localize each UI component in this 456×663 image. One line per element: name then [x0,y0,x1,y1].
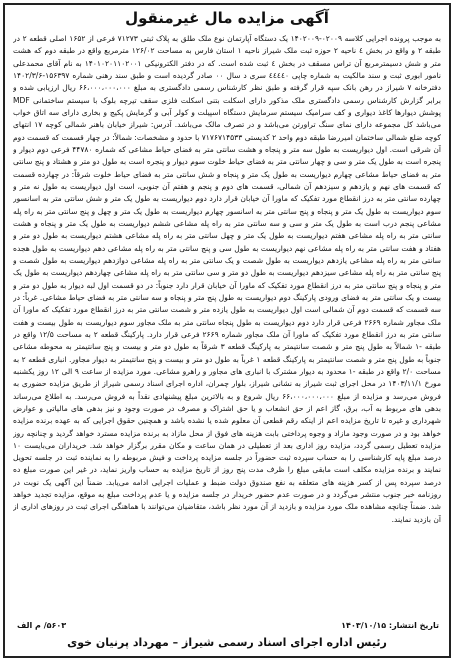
notice-body: به موجب پرونده اجرایی کلاسه ۰۲۰۰۹-۱۴۰۲۰۰۹ یک دستگاه آپارتمان نوع ملک طلق به پلاک ثبتی ۷۱۲۷۳ فرعی از ۱۶۵۲ اصلی قطعه ۲ در طبقه ۲ و واقع در بخش ٤ ناحیه ۲ حوزه ثبت ملک شیراز ناحیه ۱ استان فارس به مساحت ۱۲۶/۰۲ مترمربع واقع در طبقه دوم که هشت متر و شش دسیمترمربع آن تراس مسقف در بخش ٤ ثبت شده است. که در دفتر الکترونیکی ۱۴۰۱۰۲۰۱۱۰۲۰۰۱ به نام آقای محمدعلی نامور ابوری ثبت و سند مالکیت به شماره چاپی ٤٤٤٤۰ سری د سال ۰۰ صادر گردیده است و طبق سند رهنی شماره ۱۵۶۳۹۷-۱۴۰۲/۳/۶ دفترخانه ۷ شیراز در رهن بانک سپه قرار گرفته و طبق نظر کارشناس رسمی دادگستری به مبلغ ۶۶،۰۰۰،۰۰۰،۰۰۰ ریال ارزیابی شده و برابر گزارش کارشناس رسمی دادگستری ملک مذکور دارای اسکلت بتنی اسکلت فلزی سقف تیرچه بلوک با سیستم ساختمانی MDF پوشش دیوارها کاغذ دیواری و کف سرامیک سیستم سرمایش دستگاه اسپیلت و کولر آبی و گرمایش پکیج و بخاری دارای سه اتاق خواب می‌باشد کل مجموعه دارای نمای سنگ تراورتن می‌باشد و در تصرف مالک می‌باشد. آدرس: شیراز خیابان باهنر شمالی کوچه ۱۷ انتهای کوچه ضلع شمالی ساختمان امیررضا طبقه دوم واحد ۲ کدپستی ۷۱۷۶۷۱۴۵۳۳ با حدود و مشخصات: شمالاً: در چهار قسمت که قسمت دوم آن شرقی است. اول دیواریست به طول سه متر و پنجاه و هشت سانتی متر به فضای حیاط مشاعی که شماره ۴۴۷۸۰ فرعی دوم دیوار و پنجره است به طول یک متر و سی و چهار سانتی متر به فضای حیاط خلوت سوم دیوار و پنجره است به طول دو متر و هشتاد و پنج سانتی متر به فضای حیاط مشاعی چهارم دیواریست به طول یک متر و پنجاه و شش سانتی متر به فضای حیاط خلوت شرقاً: در چهارده قسمت که قسمت های نهم و یازدهم و سیزدهم آن شمالی، قسمت های دوم و پنجم و هفتم آن جنوبی، است اول دیواریست به طول نه متر و چهارده سانتی متر به درز انقطاع مورد تفکیک که ماورا آن خیابان قرار دارد دوم دیواریست به طول یک متر و شش سانتی متر به اسانسور سوم دیواریست به طول یک متر و پنجاه و پنج سانتی متر به اسانسور چهارم دیواریست به طول یک متر و چهل و پنج سانتی متر به راه پله مشاعی پنجم درب است به طول یک متر و سی و سه سانتی متر به راه پله مشاعی ششم دیواریست به طول یک متر و پنجاه و هشت سانتی متر به راه پله مشاعی هفتم دیواریست به طول یک متر و چهل سانتی متر به راه پله مشاعی هشتم دیواریست به طول دو متر و هفتاد و هفت سانتی متر به راه پله مشاعی نهم دیواریست به طول سی و پنج سانتی متر به راه پله مشاعی دهم دیواریست به طول هجده سانتی متر به راه پله مشاعی یازدهم دیواریست به طول شصت و یک سانتی متر به راه پله مشاعی دوازدهم دیواریست به طول شصت و پنج سانتی متر به راه پله مشاعی سیزدهم دیواریست به طول دو متر و سی سانتی متر به راه پله مشاعی چهاردهم دیواریست به طول یک متر و پنجاه و پنج سانتی متر به درز انقطاع مورد تفکیک که ماورا آن خیابان قرار دارد جنوباً: در دو قسمت اول لبه دیوار به طول دو متر و بیست و یک سانتی متر به فضای ورودی پارکینگ دوم دیواریست به طول پنج متر و پنجاه و سه سانتی متر به فضای حیاط مشاعی. غرباً: در سه قسمت که قسمت دوم آن شمالی است اول دیواریست به طول یازده متر و شصت سانتی متر به درز انقطاع مورد تفکیک که ماورا آن ملک مجاور شماره ۲۶۶۹ فرعی قرار دارد دوم دیواریست به طول پنجاه سانتی متر به ملک مجاور سوم دیواریست به طول بیست و هفت سانتی متر به درز انقطاع مورد تفکیک که ماورا آن ملک مجاور شماره ۲۶۶۹ فرعی قرار دارد. پارکینگ قطعه ۲ به مساحت ۱۲/۵ واقع در طبقه -۱ شمالاً به طول پنج متر و شصت سانتیمتر به پارکینگ قطعه ۳ شرقاً به طول دو متر و بیست و پنج سانتیمتر به محوطه مشاعی جنوباً به طول پنج متر و شصت سانتیمتر به پارکینگ قطعه ۱ غرباً به طول دو متر و بیست و پنج سانتیمتر به دیوار مجاور. انباری قطعه ۲ به مساحت ۲/۰ واقع در طبقه -۱ محدود به دیوار مشترک با انباری های مجاور و راهرو مشاعی. مورد مزایده از ساعت ۹ الی ۱۲ روز یکشنبه مورخ ۱۴۰۳/۱۱/۱ در محل اجرای ثبت شیراز به نشانی شیراز، بلوار چمران، اداره اجرای اسناد رسمی شیراز از طریق مزایده حضوری به فروش می‌رسد و مزایده از مبلغ ۶۶،۰۰۰،۰۰۰،۰۰۰ ریال شروع و به بالاترین مبلغ پیشنهادی نقداً به فروش می‌رسد. به اطلاع می‌رساند بدهی های مربوط به آب، برق، گاز اعم از حق انشعاب و یا حق اشتراک و مصرف در صورت وجود و نیز بدهی های مالیاتی و عوارض شهرداری و غیره تا تاریخ مزایده اعم از اینکه رقم قطعی آن معلوم شده یا نشده باشد و همچنین حقوق اجرایی که به عهده برنده مزایده خواهد بود و در صورت وجود مازاد و وجوه پرداختی بابت هزینه های فوق از محل مازاد به برنده مزایده مسترد خواهد گردید و چنانچه روز مزایده تعطیل رسمی گردد، مزایده روز اداری بعد از تعطیلی در همان ساعت و مکان مقرر برگزار خواهد شد. خریداران می‌بایست ۱۰ درصد مبلغ پایه کارشناسی را به حساب سپرده ثبت حضوراً در جلسه مزایده پرداخت و فیش مربوطه را به نماینده ثبت در جلسه تحویل نمایند و برنده مزایده مکلف است مابقی مبلغ را ظرف مدت پنج روز از تاریخ مزایده به حساب واریز نماید، در غیر این صورت مبلغ ده درصد سپرده پس از کسر هزینه های متعلقه به نفع صندوق دولت ضبط و عملیات اجرایی ادامه می‌یابد. ضمناً این آگهی یک نوبت در روزنامه خبر جنوب منتشر می‌گردد و در صورت عدم حضور خریدار در جلسه مزایده و یا عدم پرداخت مبلغ به موقع، مزایده تجدید خواهد شد. ضمناً چنانچه مشاهده ملک مورد مزایده و بازدید از آن مورد نظر باشد، متقاضیان می‌توانند با هماهنگی اجرای ثبت در روزهای اداری از آن بازدید نمایند. [13,34,441,524]
notice-frame [3,3,451,658]
notice-code: ۵۶۰۳/ م الف [17,621,67,630]
notice-title: آگهی مزایده مال غیرمنقول [125,9,329,27]
publication-date: تاریخ انتشار: ۱۴۰۳/۱۰/۱۵ [341,621,439,630]
signature-line: رئیس اداره اجرای اسناد رسمی شیراز – مهرداد پرنیان خوی [67,636,387,649]
